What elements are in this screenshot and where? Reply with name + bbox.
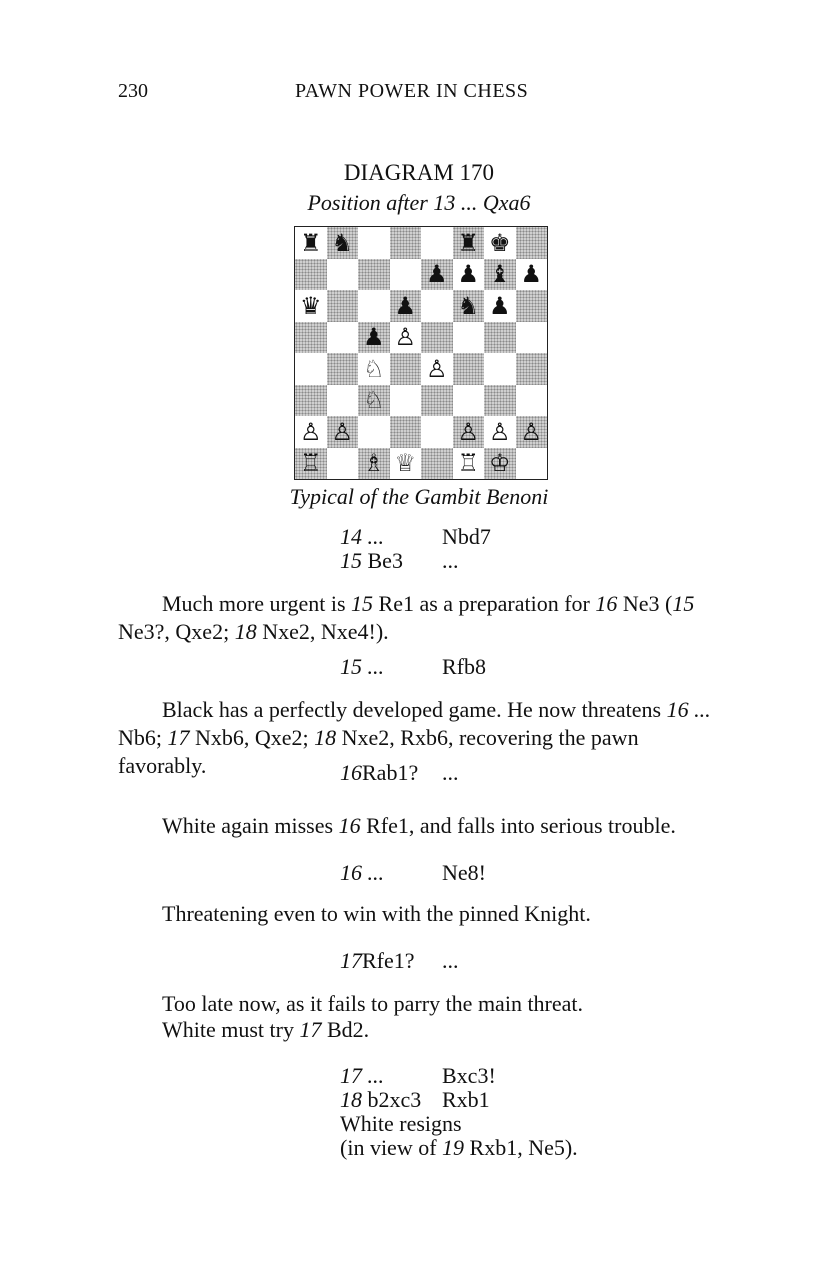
square-c5 (358, 322, 390, 354)
board-caption: Typical of the Gambit Benoni (289, 484, 549, 509)
paragraph-5b: White must try 17 Bd2. (162, 1017, 370, 1042)
square-f7 (453, 259, 485, 291)
move-16-dots: ... (442, 760, 459, 785)
diagram-title: DIAGRAM 170 (343, 160, 495, 185)
chess-piece-icon: ♜ (299, 228, 322, 257)
square-g3 (484, 385, 516, 417)
chess-piece-icon: ♖ (457, 449, 479, 478)
square-f6 (453, 290, 485, 322)
square-c3 (358, 385, 390, 417)
move-17-dots: ... (442, 948, 459, 973)
chess-piece-icon: ♝ (488, 260, 511, 289)
square-b1 (327, 448, 359, 480)
square-g4 (484, 353, 516, 385)
square-e2 (421, 416, 453, 448)
move-14-number: 14 ... (340, 524, 384, 549)
square-f2 (453, 416, 485, 448)
square-g6 (484, 290, 516, 322)
square-f3 (453, 385, 485, 417)
paragraph-1: Much more urgent is 15 Re1 as a preparation for 16 Ne3 (15 Ne3?, Qxe2; 18 Nxe2, Nxe4!). (118, 591, 695, 644)
square-g7 (484, 259, 516, 291)
square-h6 (516, 290, 548, 322)
move-16-white: 16Rab1? (340, 760, 419, 785)
square-b8 (327, 227, 359, 259)
paragraph-3: White again misses 16 Rfe1, and falls into serious trouble. (162, 813, 676, 838)
square-h8 (516, 227, 548, 259)
chess-piece-icon: ♛ (299, 291, 322, 320)
move-15-black: Rfb8 (442, 654, 486, 679)
square-c2 (358, 416, 390, 448)
square-f4 (453, 353, 485, 385)
chess-piece-icon: ♟ (488, 291, 511, 320)
square-a2 (295, 416, 327, 448)
chess-piece-icon: ♕ (394, 449, 416, 478)
square-d7 (390, 259, 422, 291)
move-16-black: Ne8! (442, 860, 486, 885)
move-15-dots: ... (442, 548, 459, 573)
square-g1 (484, 448, 516, 480)
square-b3 (327, 385, 359, 417)
running-title: PAWN POWER IN CHESS (295, 80, 529, 102)
chess-board (294, 226, 548, 480)
square-d5 (390, 322, 422, 354)
square-c8 (358, 227, 390, 259)
chess-piece-icon: ♙ (425, 354, 448, 383)
square-a6 (295, 290, 327, 322)
chess-piece-icon: ♘ (362, 354, 385, 383)
square-d4 (390, 353, 422, 385)
final-moves: 17 ... Bxc3! 18 b2xc3 Rxb1 White resigns (in view of 19 Rxb1, Ne5). (340, 1063, 578, 1160)
square-a1 (295, 448, 327, 480)
chess-piece-icon: ♞ (331, 228, 353, 257)
diagram-caption: Position after 13 ... Qxa6 (307, 190, 531, 215)
square-g5 (484, 322, 516, 354)
square-a7 (295, 259, 327, 291)
chess-piece-icon: ♗ (362, 449, 385, 478)
chess-piece-icon: ♟ (425, 260, 448, 289)
square-d8 (390, 227, 422, 259)
square-h3 (516, 385, 548, 417)
square-c4 (358, 353, 390, 385)
square-b6 (327, 290, 359, 322)
square-h2 (516, 416, 548, 448)
chess-piece-icon: ♙ (520, 417, 542, 446)
move-17-white: 17Rfe1? (340, 948, 415, 973)
chess-piece-icon: ♜ (457, 228, 479, 257)
chess-piece-icon: ♟ (457, 260, 479, 289)
chess-piece-icon: ♟ (362, 323, 385, 352)
chess-piece-icon: ♙ (457, 417, 479, 446)
chess-piece-icon: ♙ (394, 323, 416, 352)
square-f8 (453, 227, 485, 259)
chess-piece-icon: ♙ (299, 417, 322, 446)
square-a4 (295, 353, 327, 385)
square-h4 (516, 353, 548, 385)
square-h7 (516, 259, 548, 291)
chess-piece-icon: ♟ (394, 291, 416, 320)
square-e8 (421, 227, 453, 259)
square-f5 (453, 322, 485, 354)
chess-piece-icon: ♘ (362, 386, 385, 415)
square-e1 (421, 448, 453, 480)
square-b5 (327, 322, 359, 354)
paragraph-5a: Too late now, as it fails to parry the main threat. (162, 991, 584, 1016)
square-h5 (516, 322, 548, 354)
square-a5 (295, 322, 327, 354)
square-b2 (327, 416, 359, 448)
square-g8 (484, 227, 516, 259)
square-e6 (421, 290, 453, 322)
chess-piece-icon: ♟ (520, 260, 542, 289)
square-e5 (421, 322, 453, 354)
square-d2 (390, 416, 422, 448)
square-c1 (358, 448, 390, 480)
square-c7 (358, 259, 390, 291)
chess-piece-icon: ♙ (331, 417, 353, 446)
square-g2 (484, 416, 516, 448)
square-d1 (390, 448, 422, 480)
square-h1 (516, 448, 548, 480)
chess-piece-icon: ♚ (488, 228, 511, 257)
chess-piece-icon: ♞ (457, 291, 479, 320)
square-d3 (390, 385, 422, 417)
square-e4 (421, 353, 453, 385)
square-e7 (421, 259, 453, 291)
square-a3 (295, 385, 327, 417)
page-number: 230 (118, 80, 148, 102)
square-b4 (327, 353, 359, 385)
paragraph-2: Black has a perfectly developed game. He now threatens 16 ... Nb6; 17 Nxb6, Qxe2; 18 Nxe2, Rxb6, recovering the pawn favorably. (118, 697, 711, 778)
move-15-white: 15 Be3 (340, 548, 403, 573)
square-e3 (421, 385, 453, 417)
move-14-black: Nbd7 (442, 524, 491, 549)
square-d6 (390, 290, 422, 322)
square-f1 (453, 448, 485, 480)
chess-piece-icon: ♖ (299, 449, 322, 478)
chess-piece-icon: ♙ (488, 417, 511, 446)
square-c6 (358, 290, 390, 322)
square-a8 (295, 227, 327, 259)
chess-piece-icon: ♔ (488, 449, 511, 478)
paragraph-4: Threatening even to win with the pinned Knight. (162, 901, 591, 926)
square-b7 (327, 259, 359, 291)
move-16-black-number: 16 ... (340, 860, 384, 885)
move-15-black-number: 15 ... (340, 654, 384, 679)
